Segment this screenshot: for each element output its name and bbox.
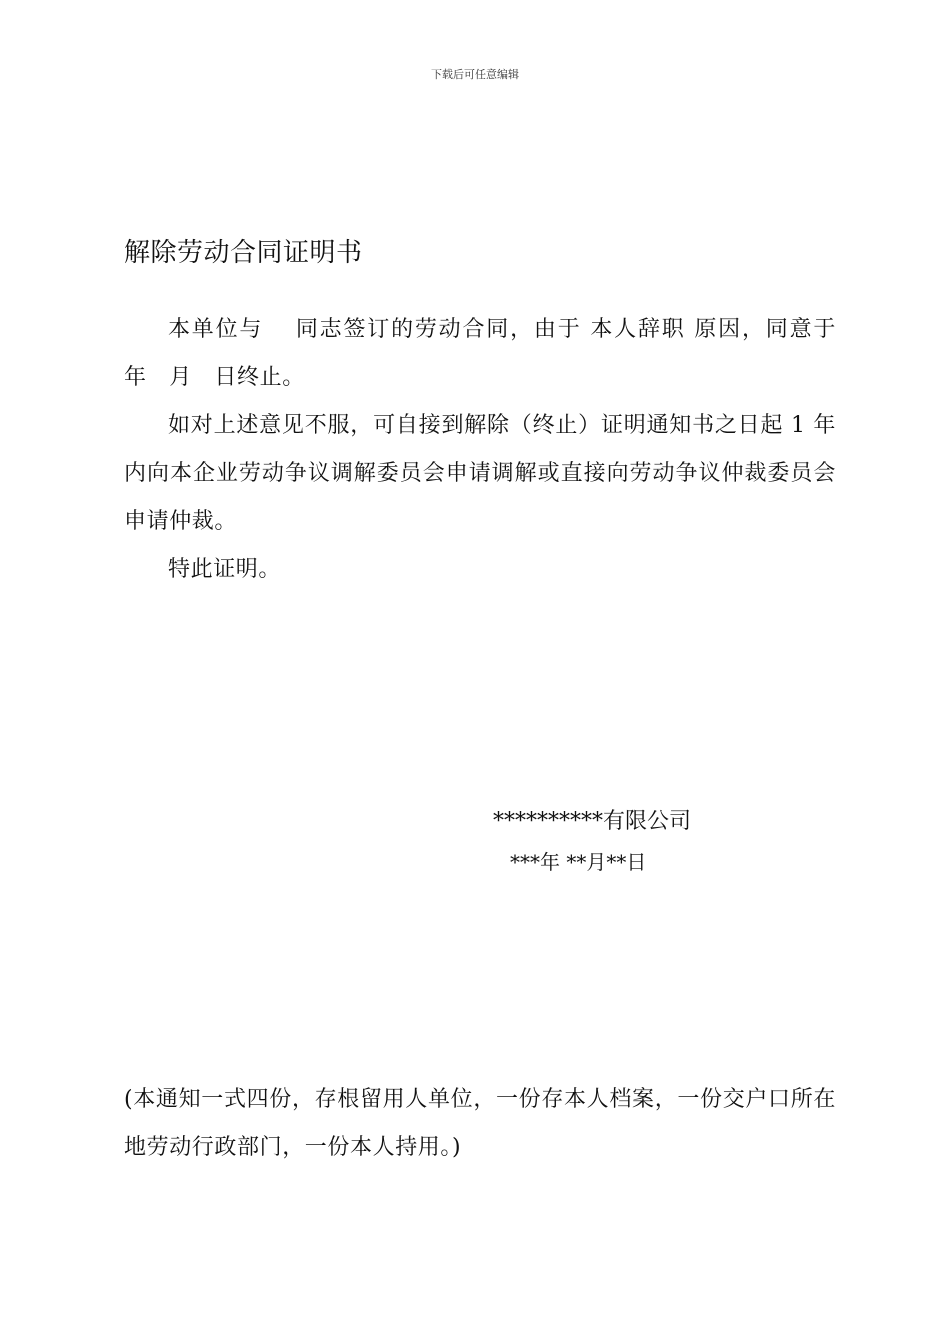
footer-note: (本通知一式四份，存根留用人单位，一份存本人档案，一份交户口所在地劳动行政部门，一份本人持用。): [124, 1087, 836, 1160]
paragraph-certify: 特此证明。: [168, 557, 282, 582]
paragraph-appeal: 如对上述意见不服，可自接到解除（终止）证明通知书之日起 1 年内向本企业劳动争议调解委员会申请调解或直接向劳动争议仲裁委员会申请仲裁。: [124, 413, 836, 534]
paragraph-termination: 本单位与 同志签订的劳动合同，由于 本人辞职 原因，同意于 年 月 日终止。: [124, 317, 859, 390]
signature-date: ***年 **月**日: [510, 850, 647, 874]
document-body: [124, 306, 859, 594]
signature-company: **********有限公司: [493, 809, 692, 834]
document-title: 解除劳动合同证明书: [124, 238, 363, 268]
header-note: 下载后可任意编辑: [431, 68, 519, 81]
